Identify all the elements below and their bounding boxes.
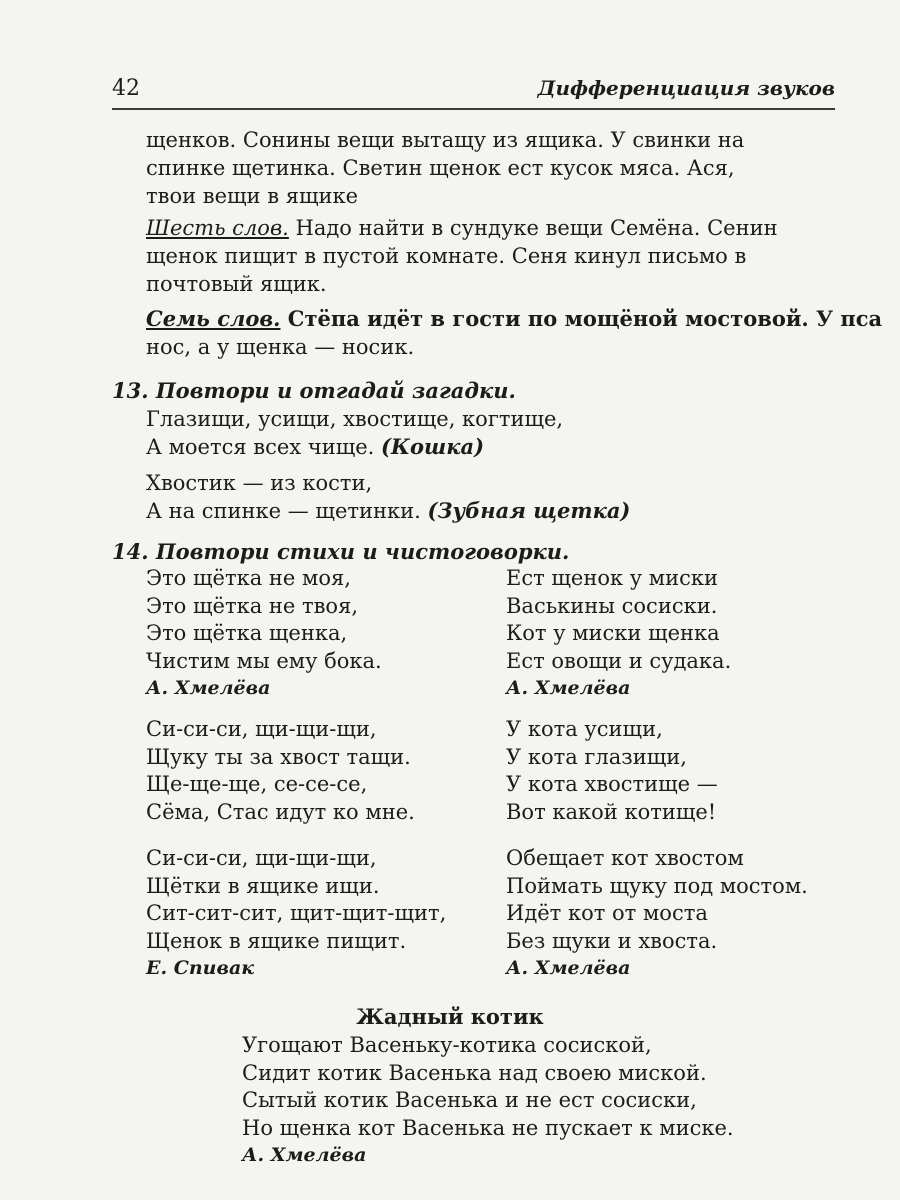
text-line xyxy=(146,214,778,242)
text-line: почтовый ящик. xyxy=(146,272,327,296)
verse-right-1 xyxy=(506,565,731,701)
riddle-line xyxy=(112,497,630,525)
verse-author: А. Хмелёва xyxy=(506,957,631,979)
six-words-label: Шесть слов. xyxy=(146,216,289,240)
verse-line: Щётки в ящике ищи. xyxy=(146,873,380,898)
poem-title: Жадный котик xyxy=(356,1004,544,1029)
verse-line: Си-си-си, щи-щи-щи, xyxy=(146,717,377,741)
verse-author: Е. Спивак xyxy=(146,957,255,979)
verse-left-3 xyxy=(146,845,446,981)
verse-line: У кота усищи, xyxy=(506,717,663,741)
verse-right-2 xyxy=(506,716,718,826)
poem-line: Угощают Васеньку-котика сосиской, xyxy=(242,1033,652,1057)
poem-line: Но щенка кот Васенька не пускает к миске. xyxy=(242,1115,734,1140)
poem-line: Сидит котик Васенька над своею миской. xyxy=(242,1060,707,1085)
exercise-13 xyxy=(112,377,630,525)
riddle-line: Хвостик — из кости, xyxy=(146,471,373,495)
poem-line: Сытый котик Васенька и не ест сосиски, xyxy=(242,1088,697,1112)
text-span: Стёпа идёт в гости по мощёной мостовой. У пса xyxy=(280,306,883,331)
verse-right-3 xyxy=(506,845,808,981)
verse-author: А. Хмелёва xyxy=(506,677,631,699)
riddle-line xyxy=(112,433,630,461)
verse-line: Чистим мы ему бока. xyxy=(146,648,382,673)
text-line: щенков. Сонины вещи вытащу из ящика. У свинки на xyxy=(146,128,745,152)
intro-paragraph xyxy=(146,126,744,210)
verse-line: Сёма, Стас идут ко мне. xyxy=(146,799,415,824)
verse-line: Ест овощи и судака. xyxy=(506,648,732,673)
page-number: 42 xyxy=(112,76,140,101)
riddle-answer: (Зубная щетка) xyxy=(427,498,631,523)
exercise-14-title: 14. Повтори стихи и чистоговорки. xyxy=(112,539,570,564)
verse-line: У кота глазищи, xyxy=(506,744,687,769)
verse-line: Сит-сит-сит, щит-щит-щит, xyxy=(146,901,447,925)
exercise-13-title: 13. Повтори и отгадай загадки. xyxy=(112,378,516,403)
verse-line: Си-си-си, щи-щи-щи, xyxy=(146,846,377,870)
six-words-paragraph xyxy=(146,214,778,298)
verse-line: Кот у миски щенка xyxy=(506,621,720,645)
verse-line: Щуку ты за хвост тащи. xyxy=(146,744,411,769)
verse-left-2 xyxy=(146,716,415,826)
text-line: щенок пищит в пустой комнате. Сеня кинул письмо в xyxy=(146,244,747,268)
text-line xyxy=(146,305,882,333)
verse-line: Вот какой котище! xyxy=(506,799,717,824)
seven-words-paragraph xyxy=(146,305,882,361)
verse-line: Идёт кот от моста xyxy=(506,901,708,925)
riddle-line: Глазищи, усищи, хвостище, когтище, xyxy=(146,407,564,431)
verse-line: Без щуки и хвоста. xyxy=(506,928,718,953)
verse-line: Ест щенок у миски xyxy=(506,566,719,590)
text-line: твои вещи в ящике xyxy=(146,184,359,208)
text-span: А на спинке — щетинки. xyxy=(146,499,428,523)
page-header xyxy=(112,74,835,110)
verse-line: У кота хвостище — xyxy=(506,772,718,796)
riddle-answer: (Кошка) xyxy=(381,434,485,459)
text-line: спинке щетинка. Светин щенок ест кусок мяса. Ася, xyxy=(146,156,735,180)
seven-words-label: Семь слов. xyxy=(146,306,281,331)
verse-left-1 xyxy=(146,565,382,701)
verse-line: Щенок в ящике пищит. xyxy=(146,928,407,953)
poem-body xyxy=(242,1032,734,1168)
verse-line: Это щётка не твоя, xyxy=(146,593,358,618)
verse-line: Ще-ще-ще, се-се-се, xyxy=(146,772,368,796)
text-span: А моется всех чище. xyxy=(146,435,381,459)
verse-line: Васькины сосиски. xyxy=(506,593,718,618)
verse-line: Поймать щуку под мостом. xyxy=(506,873,808,898)
verse-line: Это щётка не моя, xyxy=(146,566,351,590)
poem-author: А. Хмелёва xyxy=(242,1144,367,1166)
text-span: Надо найти в сундуке вещи Семёна. Сенин xyxy=(288,216,778,240)
text-line: нос, а у щенка — носик. xyxy=(146,335,415,359)
verse-line: Это щётка щенка, xyxy=(146,621,348,645)
verse-line: Обещает кот хвостом xyxy=(506,846,744,870)
running-title: Дифференциация звуков xyxy=(537,76,835,100)
verse-author: А. Хмелёва xyxy=(146,677,271,699)
exercise-14-title-wrap xyxy=(112,538,569,566)
